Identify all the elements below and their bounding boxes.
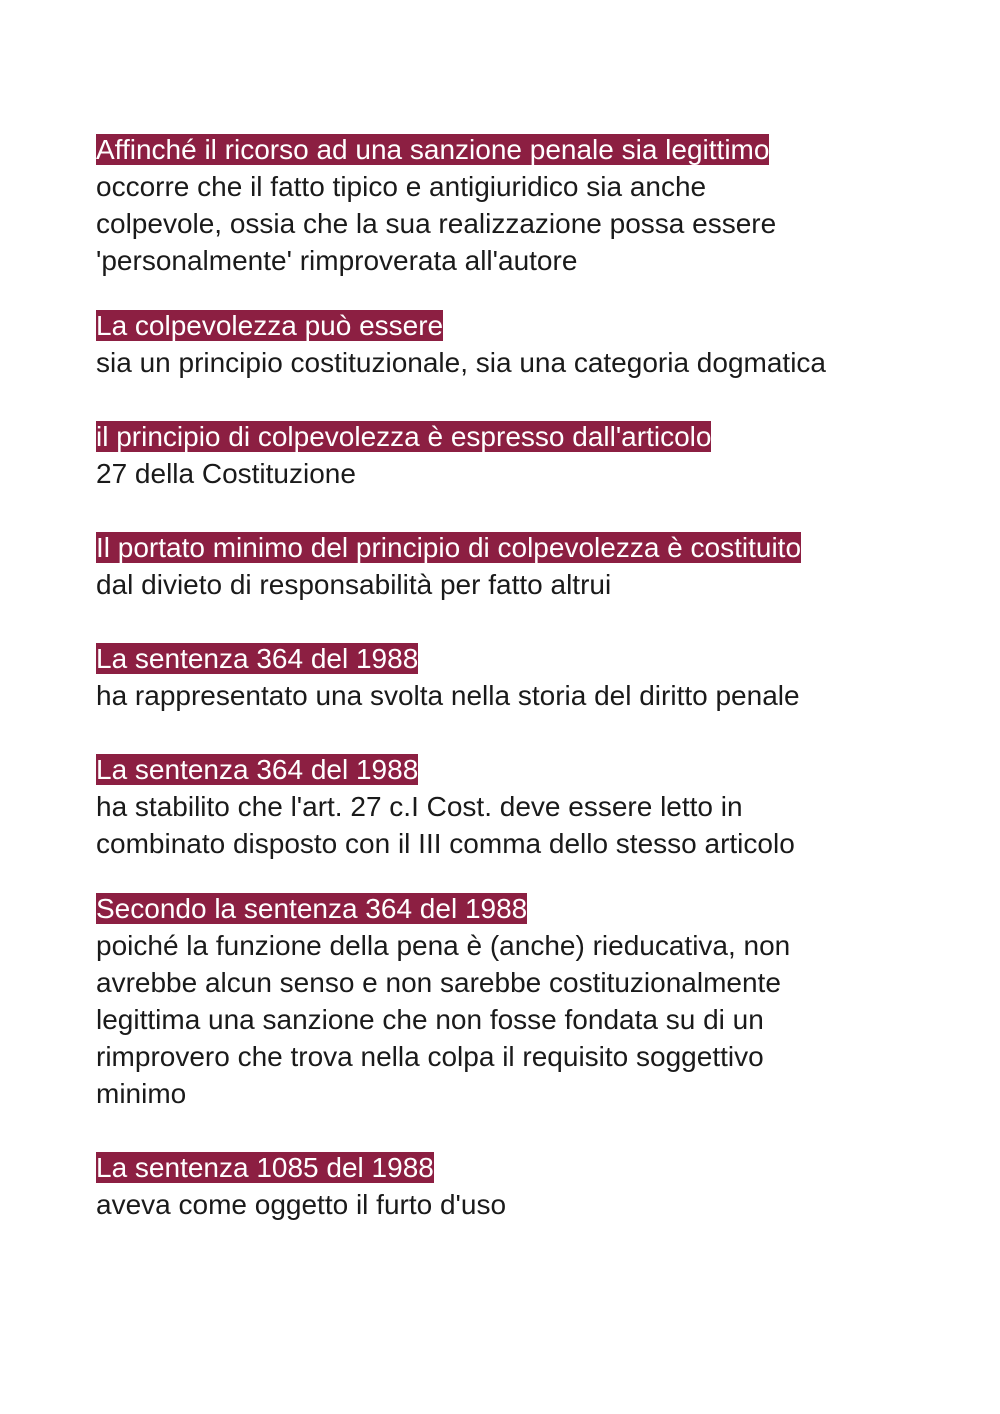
spacer	[96, 603, 916, 640]
flashcard-4	[96, 529, 916, 603]
spacer	[96, 492, 916, 529]
spacer	[96, 862, 916, 890]
card-answer-line: rimprovero che trova nella colpa il requisito soggettivo	[96, 1041, 764, 1072]
card-answer-line: ha stabilito che l'art. 27 c.I Cost. deve essere letto in	[96, 791, 743, 822]
flashcard-3	[96, 418, 916, 492]
card-answer-line: poiché la funzione della pena è (anche) rieducativa, non	[96, 930, 791, 961]
card-question: Secondo la sentenza 364 del 1988	[96, 893, 528, 924]
spacer	[96, 1112, 916, 1149]
card-question: La sentenza 364 del 1988	[96, 643, 419, 674]
card-question: La colpevolezza può essere	[96, 310, 444, 341]
flashcard-7	[96, 890, 916, 1112]
card-question: La sentenza 1085 del 1988	[96, 1152, 434, 1183]
flashcard-1	[96, 131, 916, 279]
flashcard-5	[96, 640, 916, 714]
card-question: il principio di colpevolezza è espresso dall'articolo	[96, 421, 712, 452]
card-answer-line: sia un principio costituzionale, sia una categoria dogmatica	[96, 347, 826, 378]
card-question: Il portato minimo del principio di colpevolezza è costituito	[96, 532, 802, 563]
card-answer-line: 27 della Costituzione	[96, 458, 356, 489]
document-page	[96, 131, 916, 1223]
card-answer-line: dal divieto di responsabilità per fatto altrui	[96, 569, 612, 600]
card-answer-line: aveva come oggetto il furto d'uso	[96, 1189, 507, 1220]
spacer	[96, 714, 916, 751]
spacer	[96, 381, 916, 418]
card-answer-line: avrebbe alcun senso e non sarebbe costituzionalmente	[96, 967, 781, 998]
flashcard-6	[96, 751, 916, 862]
card-question: Affinché il ricorso ad una sanzione penale sia legittimo	[96, 134, 770, 165]
flashcard-8	[96, 1149, 916, 1223]
card-answer-line: occorre che il fatto tipico e antigiuridico sia anche	[96, 171, 707, 202]
flashcard-2	[96, 307, 916, 381]
card-answer-line: colpevole, ossia che la sua realizzazione possa essere	[96, 208, 777, 239]
card-question: La sentenza 364 del 1988	[96, 754, 419, 785]
card-answer-line: ha rappresentato una svolta nella storia del diritto penale	[96, 680, 800, 711]
card-answer-line: 'personalmente' rimproverata all'autore	[96, 245, 578, 276]
card-answer-line: minimo	[96, 1078, 187, 1109]
card-answer-line: legittima una sanzione che non fosse fondata su di un	[96, 1004, 764, 1035]
card-answer-line: combinato disposto con il III comma dello stesso articolo	[96, 828, 795, 859]
spacer	[96, 279, 916, 307]
